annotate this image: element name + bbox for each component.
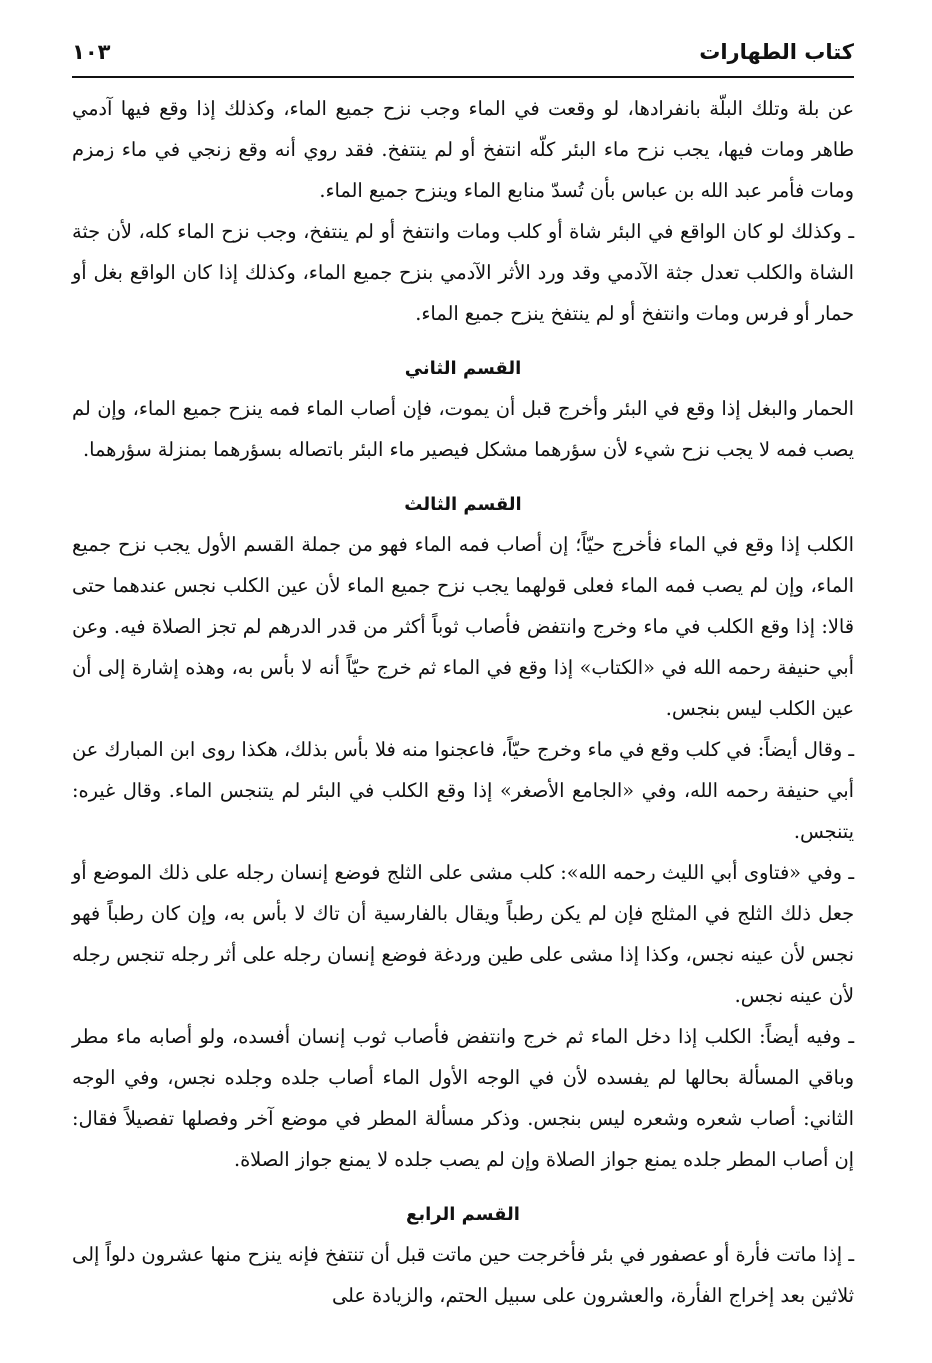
paragraph: الكلب إذا وقع في الماء فأخرج حيّاً؛ إن أصاب فمه الماء فهو من جملة القسم الأول يجب نزح جميع الماء، وإن لم يصب فمه الماء فعلى قولهما يجب نزح جميع الماء لأن عين الكلب نجس عندهما حتى قالا: إذا وقع الكلب في ماء وخرج وانتفض فأصاب ثوباً أكثر من قدر الدرهم لم تجز الصلاة فيه. وعن أبي حنيفة رحمه الله في «الكتاب» إذا وقع في الماء ثم خرج حيّاً أنه لا بأس به، وهذه إشارة إلى أن عين الكلب ليس بنجس. <box>72 533 854 720</box>
page-header <box>72 28 854 78</box>
paragraph: ـ وقال أيضاً: في كلب وقع في ماء وخرج حيّاً، فاعجنوا منه فلا بأس بذلك، هكذا روى ابن المبارك عن أبي حنيفة رحمه الله، وفي «الجامع الأصغر» إذا وقع الكلب في البئر لم يتنجس الماء. وقال غيره: يتنجس. <box>72 738 854 843</box>
paragraph: ـ وفيه أيضاً: الكلب إذا دخل الماء ثم خرج وانتفض فأصاب ثوب إنسان أفسده، ولو أصابه ماء مطر وباقي المسألة بحالها لم يفسده لأن في الوجه الأول الماء أصاب جلده وجلده نجس، وفي الوجه الثاني: أصاب شعره وشعره ليس بنجس. وذكر مسألة المطر في موضع آخر وفصلها تفصيلاً فقال: إن أصاب المطر جلده يمنع جواز الصلاة وإن لم يصب جلده لا يمنع جواز الصلاة. <box>72 1025 854 1171</box>
section-heading: القسم الرابع <box>406 1204 520 1225</box>
page-number: ١٠٣ <box>72 40 111 64</box>
paragraph: عن بلة وتلك البلّة بانفرادها، لو وقعت في الماء وجب نزح جميع الماء، وكذلك إذا وقع فيها آدمي طاهر ومات فيها، يجب نزح ماء البئر كلّه انتفخ أو لم ينتفخ. فقد روي أنه وقع زنجي في ماء زمزم ومات فأمر عبد الله بن عباس بأن تُسدّ منابع الماء وينزح جميع الماء. <box>72 97 854 202</box>
paragraph: الحمار والبغل إذا وقع في البئر وأخرج قبل أن يموت، فإن أصاب الماء فمه ينزح جميع الماء، وإن لم يصب فمه لا يجب نزح شيء لأن سؤرهما مشكل فيصير ماء البئر باتصاله بسؤرهما بمنزلة سؤرهما. <box>72 397 854 461</box>
running-title: كتاب الطهارات <box>699 40 854 64</box>
section-heading: القسم الثاني <box>404 358 522 379</box>
paragraph: ـ وفي «فتاوى أبي الليث رحمه الله»: كلب مشى على الثلج فوضع إنسان رجله على ذلك الموضع أو جعل ذلك الثلج في المثلج فإن لم يكن رطباً ويقال بالفارسية أن تاك لا بأس به، وإن كان رطباً فهو نجس لأن عينه نجس، وكذا إذا مشى على طين وردغة فوضع إنسان رجله على أثر رجله تنجس رجله لأن عينه نجس. <box>72 861 854 1007</box>
paragraph: ـ وكذلك لو كان الواقع في البئر شاة أو كلب ومات وانتفخ أو لم ينتفخ، وجب نزح الماء كله، لأن جثة الشاة والكلب تعدل جثة الآدمي وقد ورد الأثر الآدمي بنزح جميع الماء، وكذلك إذا كان الواقع بغل أو حمار أو فرس ومات وانتفخ أو لم ينتفخ ينزح جميع الماء. <box>72 220 854 325</box>
paragraph: ـ إذا ماتت فأرة أو عصفور في بئر فأخرجت حين ماتت قبل أن تنتفخ فإنه ينزح منها عشرون دلواً إلى ثلاثين بعد إخراج الفأرة، والعشرون على سبيل الحتم، والزيادة على <box>72 1243 854 1307</box>
section-heading: القسم الثالث <box>404 494 522 515</box>
book-page <box>72 28 854 1353</box>
page-body <box>72 88 854 1316</box>
